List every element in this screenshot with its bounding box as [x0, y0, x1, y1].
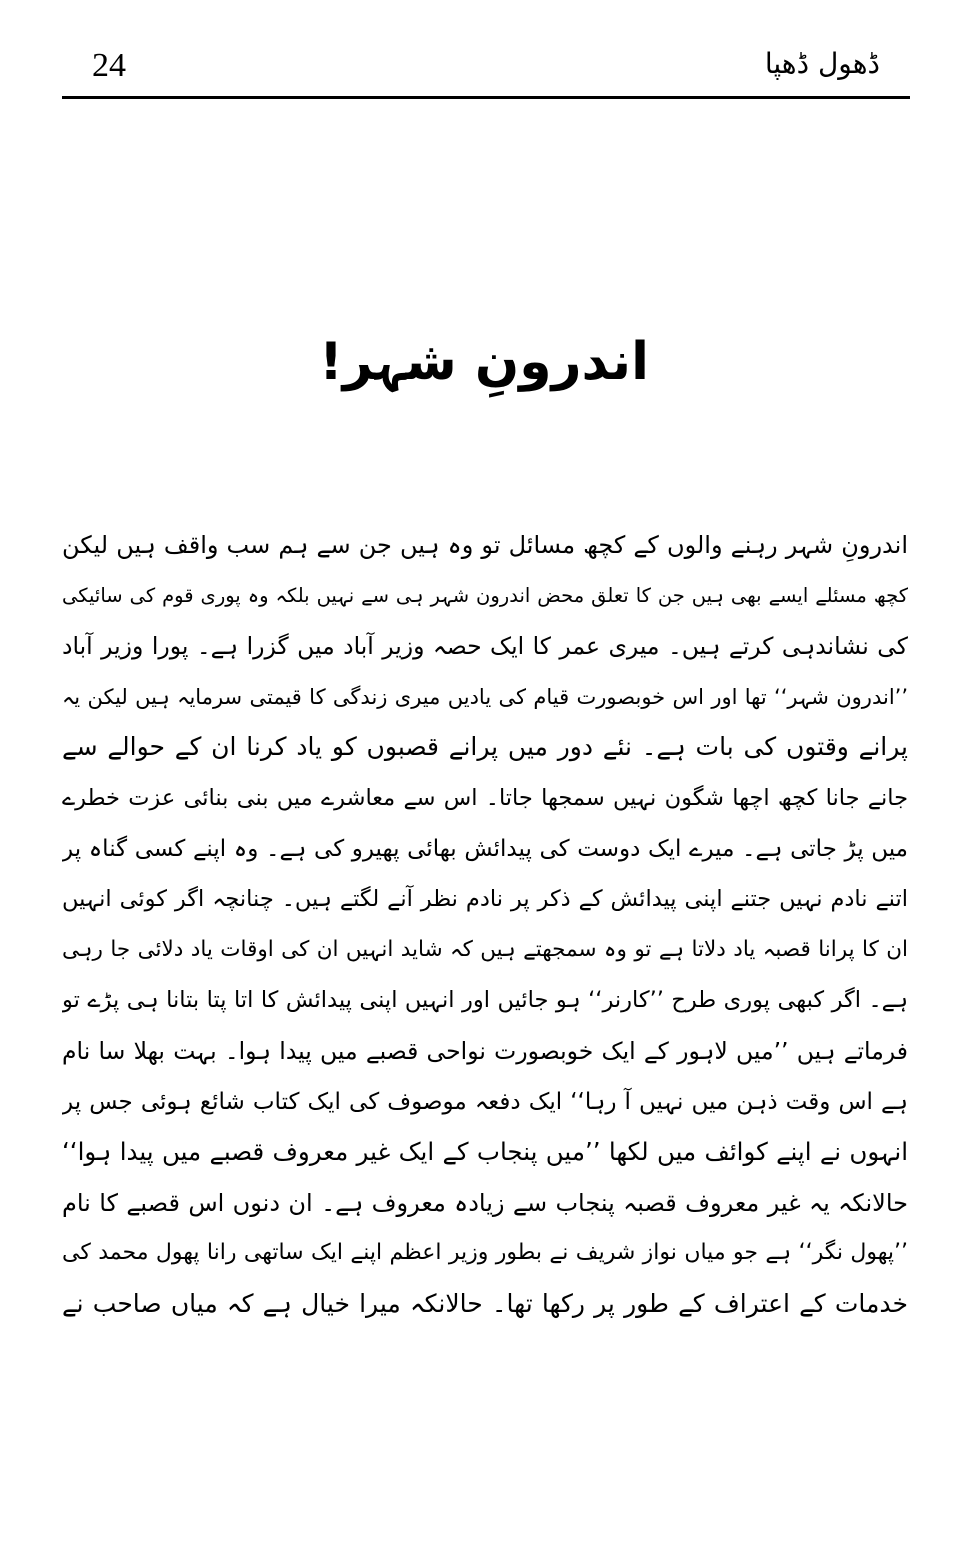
text-line: انہوں نے اپنے کوائف میں لکھا ’’میں پنجاب کے ایک غیر معروف قصبے میں پیدا ہوا‘‘ — [62, 1137, 908, 1167]
text-line: اندرونِ شہر رہنے والوں کے کچھ مسائل تو وہ ہیں جن سے ہم سب واقف ہیں لیکن — [62, 531, 908, 559]
text-line: ’’اندرون شہر‘‘ تھا اور اس خوبصورت قیام کی یادیں میری زندگی کا قیمتی سرمایہ ہیں لیکن یہ — [62, 684, 908, 709]
text-line: فرماتے ہیں ’’میں لاہور کے ایک خوبصورت نواحی قصبے میں پیدا ہوا۔ بہت بھلا سا نام — [62, 1036, 908, 1065]
text-line: میں پڑ جاتی ہے۔ میرے ایک دوست کی پیدائش بھائی پھیرو کی ہے۔ وہ اپنے کسی گناہ پر — [62, 835, 908, 862]
text-line: ان کا پرانا قصبہ یاد دلاتا ہے تو وہ سمجھتے ہیں کہ شاید انہیں ان کی اوقات یاد دلائی جا رہی — [62, 936, 908, 962]
chapter-title: اندرونِ شہر! — [319, 332, 649, 392]
running-title: ڈھول ڈھپا — [764, 47, 880, 80]
text-line: ’’پھول نگر‘‘ ہے جو میاں نواز شریف نے بطور وزیر اعظم اپنے ایک ساتھی رانا پھول محمد کی — [62, 1240, 908, 1266]
text-line: خدمات کے اعتراف کے طور پر رکھا تھا۔ حالانکہ میرا خیال ہے کہ میاں صاحب نے — [62, 1288, 908, 1318]
text-line: اتنے نادم نہیں جتنے اپنی پیدائش کے ذکر پر نادم نظر آنے لگتے ہیں۔ چنانچہ اگر کوئی انہیں — [62, 886, 908, 913]
body-text — [62, 520, 908, 1330]
text-line: ہے اس وقت ذہن میں نہیں آ رہا‘‘ ایک دفعہ موصوف کی ایک کتاب شائع ہوئی جس پر — [62, 1088, 908, 1115]
text-line: پرانے وقتوں کی بات ہے۔ نئے دور میں پرانے قصبوں کو یاد کرنا ان کے حوالے سے — [62, 732, 908, 762]
page-number: 24 — [92, 47, 126, 84]
page-header — [62, 40, 910, 98]
text-line: ہے۔ اگر کبھی پوری طرح ’’کارنر‘‘ ہو جائیں اور انہیں اپنی پیدائش کا اتا پتا بتانا ہی پڑے تو — [62, 987, 908, 1014]
text-line: حالانکہ یہ غیر معروف قصبہ پنجاب سے زیادہ معروف ہے۔ ان دنوں اس قصبے کا نام — [62, 1188, 908, 1217]
text-line: کچھ مسئلے ایسے بھی ہیں جن کا تعلق محض اندرون شہر ہی سے نہیں بلکہ وہ پوری قوم کی سائیکی — [62, 583, 908, 607]
text-line: جانے جانا کچھ اچھا شگون نہیں سمجھا جاتا۔ اس سے معاشرے میں بنی بنائی عزت خطرے — [62, 784, 908, 811]
text-line: کی نشاندہی کرتے ہیں۔ میری عمر کا ایک حصہ وزیر آباد میں گزرا ہے۔ پورا وزیر آباد — [62, 632, 908, 661]
header-rule — [62, 96, 910, 99]
